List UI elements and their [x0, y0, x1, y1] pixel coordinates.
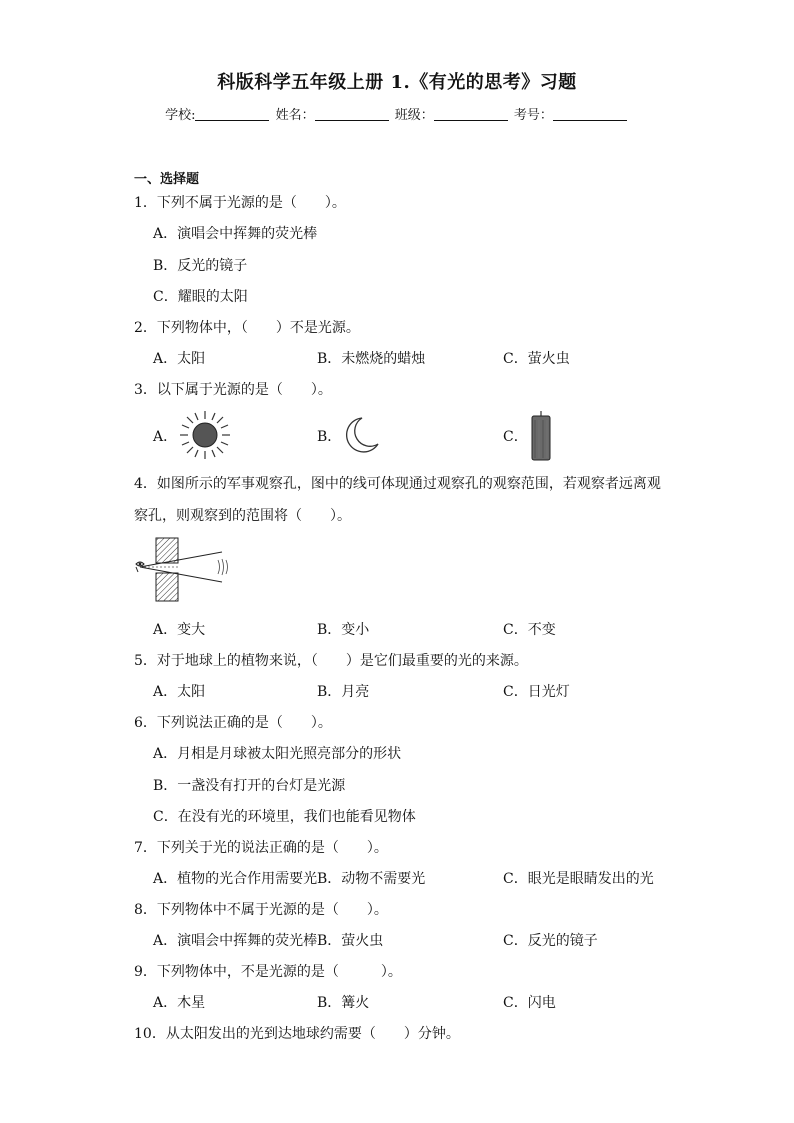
question-8: 8．下列物体中不属于光源的是（ ）。	[134, 902, 388, 918]
question-6: 6．下列说法正确的是（ ）。	[134, 715, 332, 731]
q8-option-c[interactable]: C．反光的镜子	[503, 933, 598, 949]
q7-option-a[interactable]: A．植物的光合作用需要光	[153, 871, 318, 887]
q6-option-c[interactable]: C．在没有光的环境里，我们也能看见物体	[153, 809, 416, 825]
q7-option-b[interactable]: B．动物不需要光	[317, 871, 426, 887]
q4-option-a[interactable]: A．变大	[153, 622, 206, 638]
q9-option-a[interactable]: A．木星	[153, 995, 206, 1011]
q2-option-c[interactable]: C．萤火虫	[503, 351, 570, 367]
sun-icon	[178, 410, 232, 460]
q8-option-b[interactable]: B．萤火虫	[317, 933, 384, 949]
q4-option-c[interactable]: C．不变	[503, 622, 556, 638]
q8-option-a[interactable]: A．演唱会中挥舞的荧光棒	[153, 933, 318, 949]
q9-option-c[interactable]: C．闪电	[503, 995, 556, 1011]
question-3: 3．以下属于光源的是（ ）。	[134, 382, 332, 398]
name-label: 姓名：	[275, 108, 315, 123]
question-4-line-1: 4．如图所示的军事观察孔，图中的线可体现通过观察孔的观察范围，若观察者远离观	[134, 476, 661, 492]
q5-option-c[interactable]: C．日光灯	[503, 684, 570, 700]
candle-icon	[528, 410, 554, 462]
q2-option-a[interactable]: A．太阳	[153, 351, 206, 367]
question-7: 7．下列关于光的说法正确的是（ ）。	[134, 840, 388, 856]
q1-option-a[interactable]: A．演唱会中挥舞的荧光棒	[153, 226, 318, 242]
question-1: 1．下列不属于光源的是（ ）。	[134, 195, 346, 211]
q7-option-c[interactable]: C．眼光是眼睛发出的光	[503, 871, 654, 887]
exam-number-blank[interactable]	[553, 108, 627, 121]
q5-option-a[interactable]: A．太阳	[153, 684, 206, 700]
question-10: 10．从太阳发出的光到达地球约需要（ ）分钟。	[134, 1026, 460, 1042]
section-title: 一、选择题	[134, 172, 200, 187]
q4-option-b[interactable]: B．变小	[317, 622, 370, 638]
question-5: 5．对于地球上的植物来说，（ ）是它们最重要的光的来源。	[134, 653, 528, 669]
q3-option-b[interactable]: B．	[317, 429, 342, 445]
q3-option-a[interactable]: A．	[153, 429, 178, 445]
class-label: 班级：	[394, 108, 434, 123]
q6-option-b[interactable]: B．一盏没有打开的台灯是光源	[153, 778, 346, 794]
name-blank[interactable]	[315, 108, 389, 121]
question-9: 9．下列物体中，不是光源的是（ ）。	[134, 964, 402, 980]
question-2: 2．下列物体中，（ ）不是光源。	[134, 320, 360, 336]
q6-option-a[interactable]: A．月相是月球被太阳光照亮部分的形状	[153, 746, 402, 762]
student-info-line	[0, 104, 794, 123]
q2-option-b[interactable]: B．未燃烧的蜡烛	[317, 351, 426, 367]
school-label: 学校:	[165, 108, 196, 123]
class-blank[interactable]	[434, 108, 508, 121]
question-4-line-2: 察孔，则观察到的范围将（ ）。	[134, 508, 351, 524]
q9-option-b[interactable]: B．篝火	[317, 995, 370, 1011]
q5-option-b[interactable]: B．月亮	[317, 684, 370, 700]
page-title: 科版科学五年级上册 1.《有光的思考》习题	[217, 72, 577, 93]
observation-hole-diagram	[134, 534, 234, 604]
q1-option-c[interactable]: C．耀眼的太阳	[153, 289, 248, 305]
exam-number-label: 考号：	[513, 108, 553, 123]
school-blank[interactable]	[195, 108, 269, 121]
moon-icon	[340, 414, 382, 456]
q1-option-b[interactable]: B．反光的镜子	[153, 258, 248, 274]
q3-option-c[interactable]: C．	[503, 429, 528, 445]
